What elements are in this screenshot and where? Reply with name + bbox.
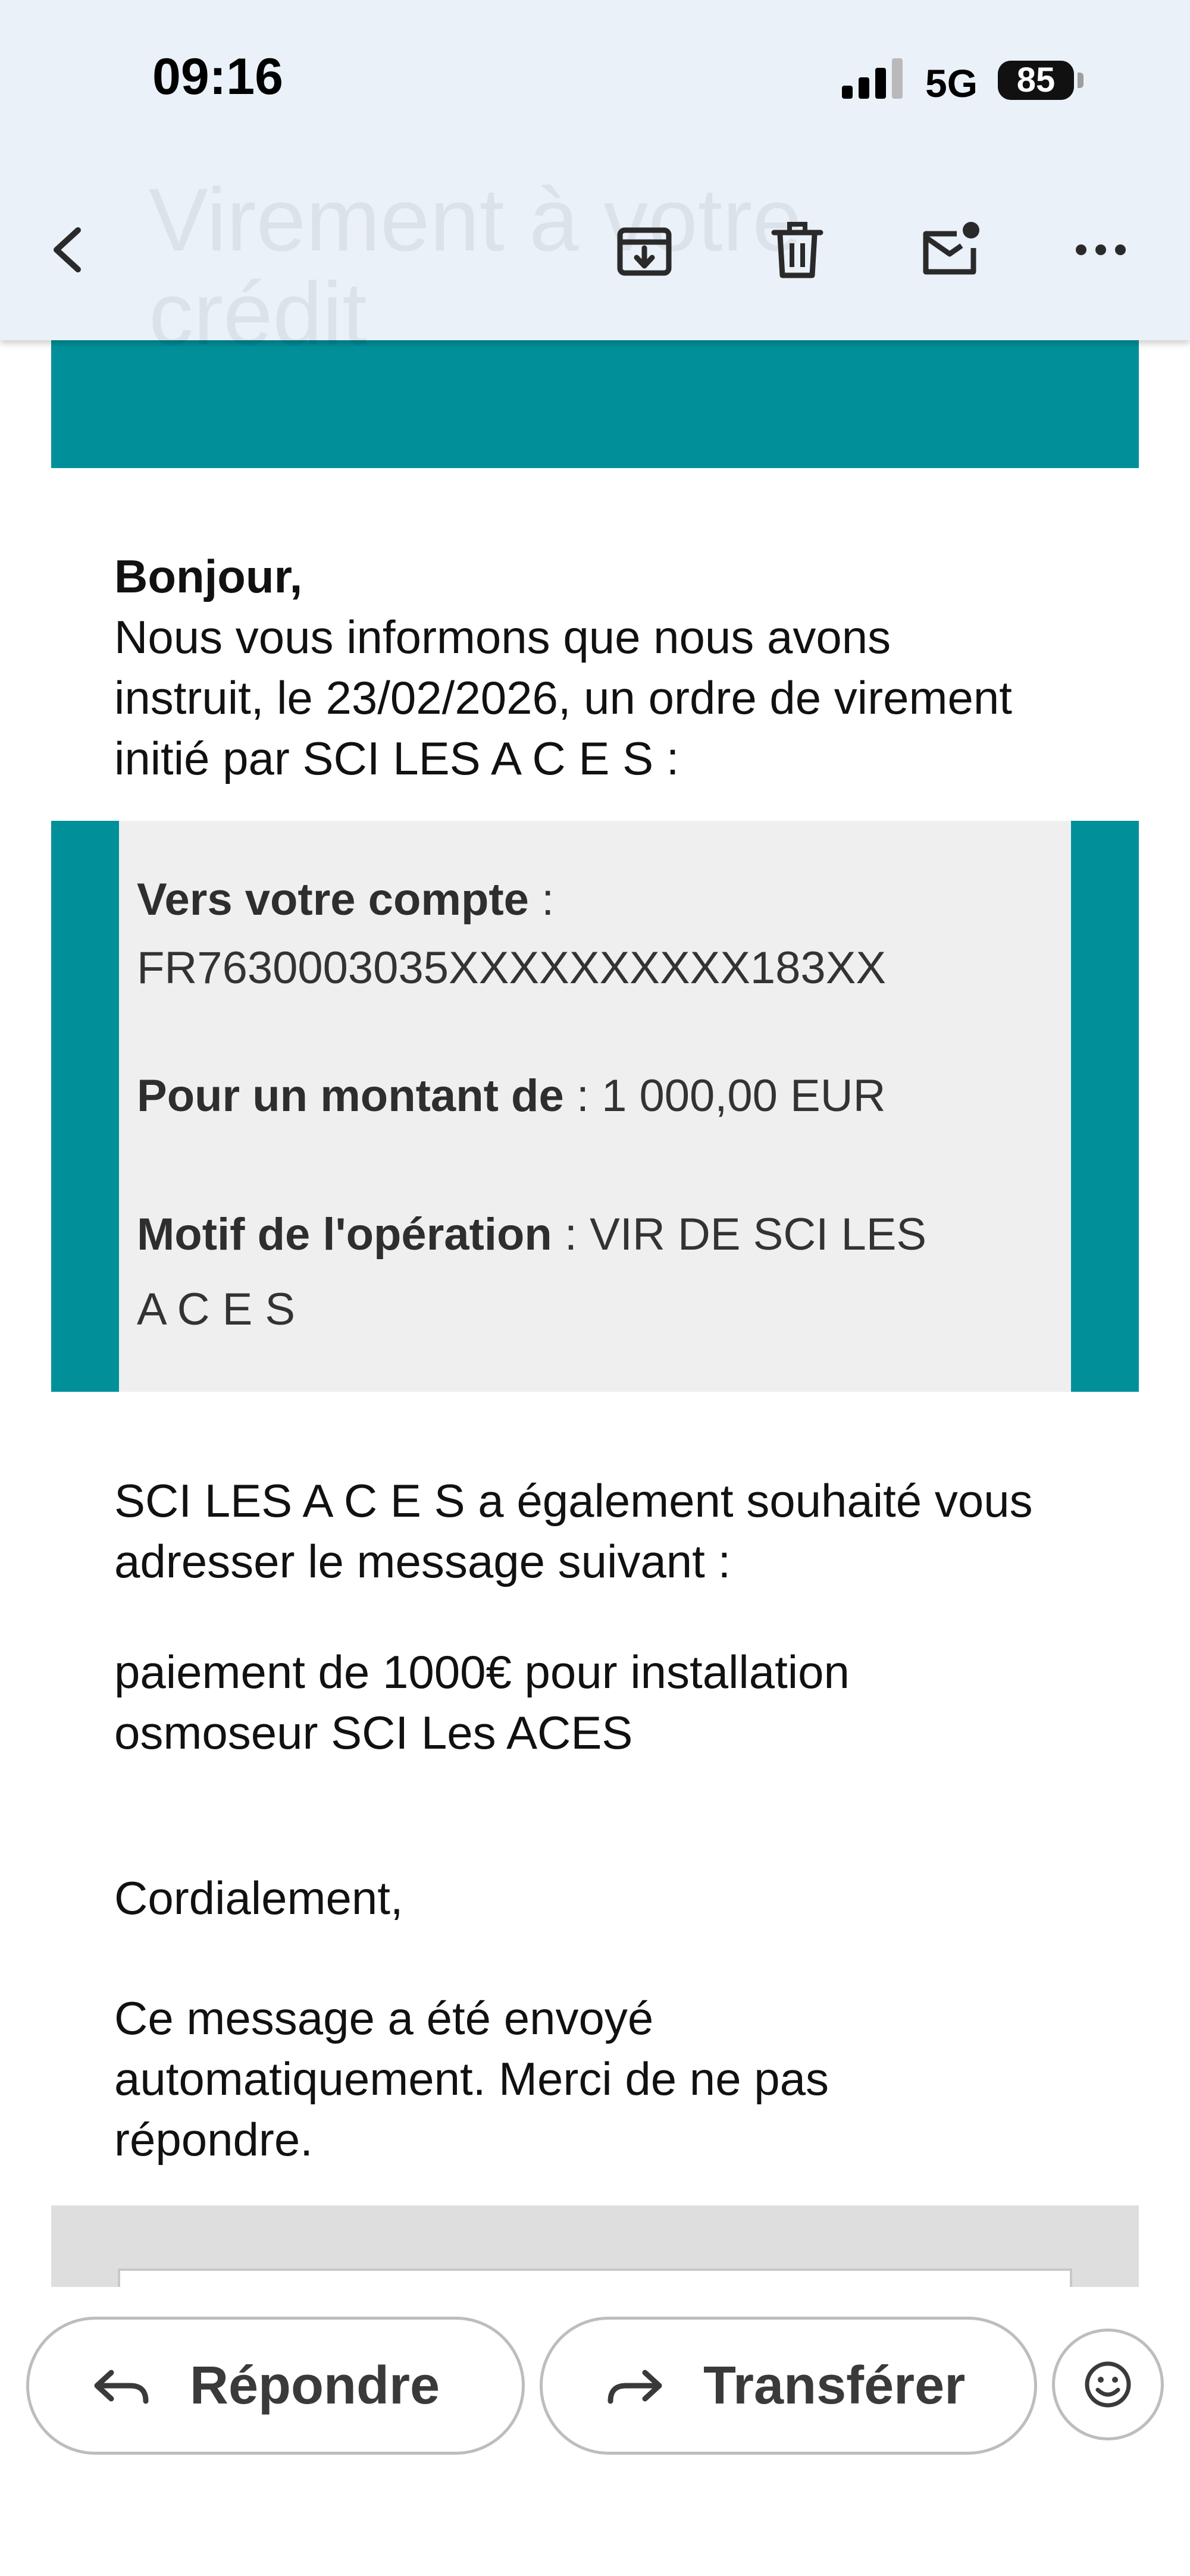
transfer-details-block: [51, 821, 1139, 1392]
back-arrow-icon[interactable]: [35, 214, 106, 285]
reason-row: Motif de l'opération : VIR DE SCI LES A C E S: [137, 1209, 927, 1335]
sender-note: SCI LES A C E S a également souhaité vous adresser le message suivant :: [114, 1474, 1033, 1587]
more-dots-glyph: [1068, 217, 1133, 283]
top-header: [0, 0, 1190, 363]
email-subject-ghost: Virement à votre crédit: [149, 170, 802, 363]
mail-dot-glyph: [916, 217, 982, 283]
intro-text: Nous vous informons que nous avons instruit, le 23/02/2026, un ordre de virement initié par SCI LES A C E S :: [114, 611, 1012, 785]
archive-icon[interactable]: [609, 214, 680, 285]
status-time: 09:16: [152, 48, 283, 105]
amount-value: 1 000,00 EUR: [602, 1071, 886, 1121]
account-row: Vers votre compte :: [137, 874, 555, 925]
auto-notice: Ce message a été envoyé automatiquement. Merci de ne pas répondre.: [114, 1992, 829, 2166]
closing-text: Cordialement,: [114, 1872, 403, 1924]
emoji-reaction-button[interactable]: [1052, 2329, 1164, 2440]
signal-icon: [842, 58, 907, 100]
trash-glyph: [765, 217, 830, 283]
forward-label: Transférer: [703, 2355, 966, 2415]
amount-row: Pour un montant de : 1 000,00 EUR: [137, 1071, 886, 1121]
battery-icon: 85: [998, 61, 1074, 100]
forward-icon: [602, 2356, 668, 2415]
smiley-icon: [1083, 2360, 1132, 2409]
transfer-details-panel: [119, 821, 1071, 1392]
battery-tip: [1078, 73, 1083, 88]
greeting-text: Bonjour,: [114, 550, 303, 603]
reply-icon: [89, 2356, 154, 2415]
account-label: Vers votre compte: [137, 874, 529, 925]
reply-label: Répondre: [190, 2355, 440, 2415]
action-bar: [0, 2287, 1190, 2576]
reply-button[interactable]: [26, 2317, 525, 2455]
more-icon[interactable]: [1065, 214, 1136, 285]
mark-unread-icon[interactable]: [913, 214, 985, 285]
email-intro: [114, 546, 1019, 789]
trash-icon[interactable]: [762, 214, 833, 285]
back-arrow-glyph: [37, 217, 103, 283]
reason-value: VIR DE SCI LES A C E S: [137, 1209, 927, 1335]
archive-glyph: [612, 217, 677, 283]
amount-label: Pour un montant de: [137, 1071, 564, 1121]
custom-message: paiement de 1000€ pour installation osmoseur SCI Les ACES: [114, 1646, 850, 1759]
forward-button[interactable]: [540, 2317, 1037, 2455]
account-value: FR7630003035XXXXXXXXXX183XX: [137, 943, 887, 993]
network-label: 5G: [925, 61, 978, 105]
reason-label: Motif de l'opération: [137, 1209, 552, 1260]
